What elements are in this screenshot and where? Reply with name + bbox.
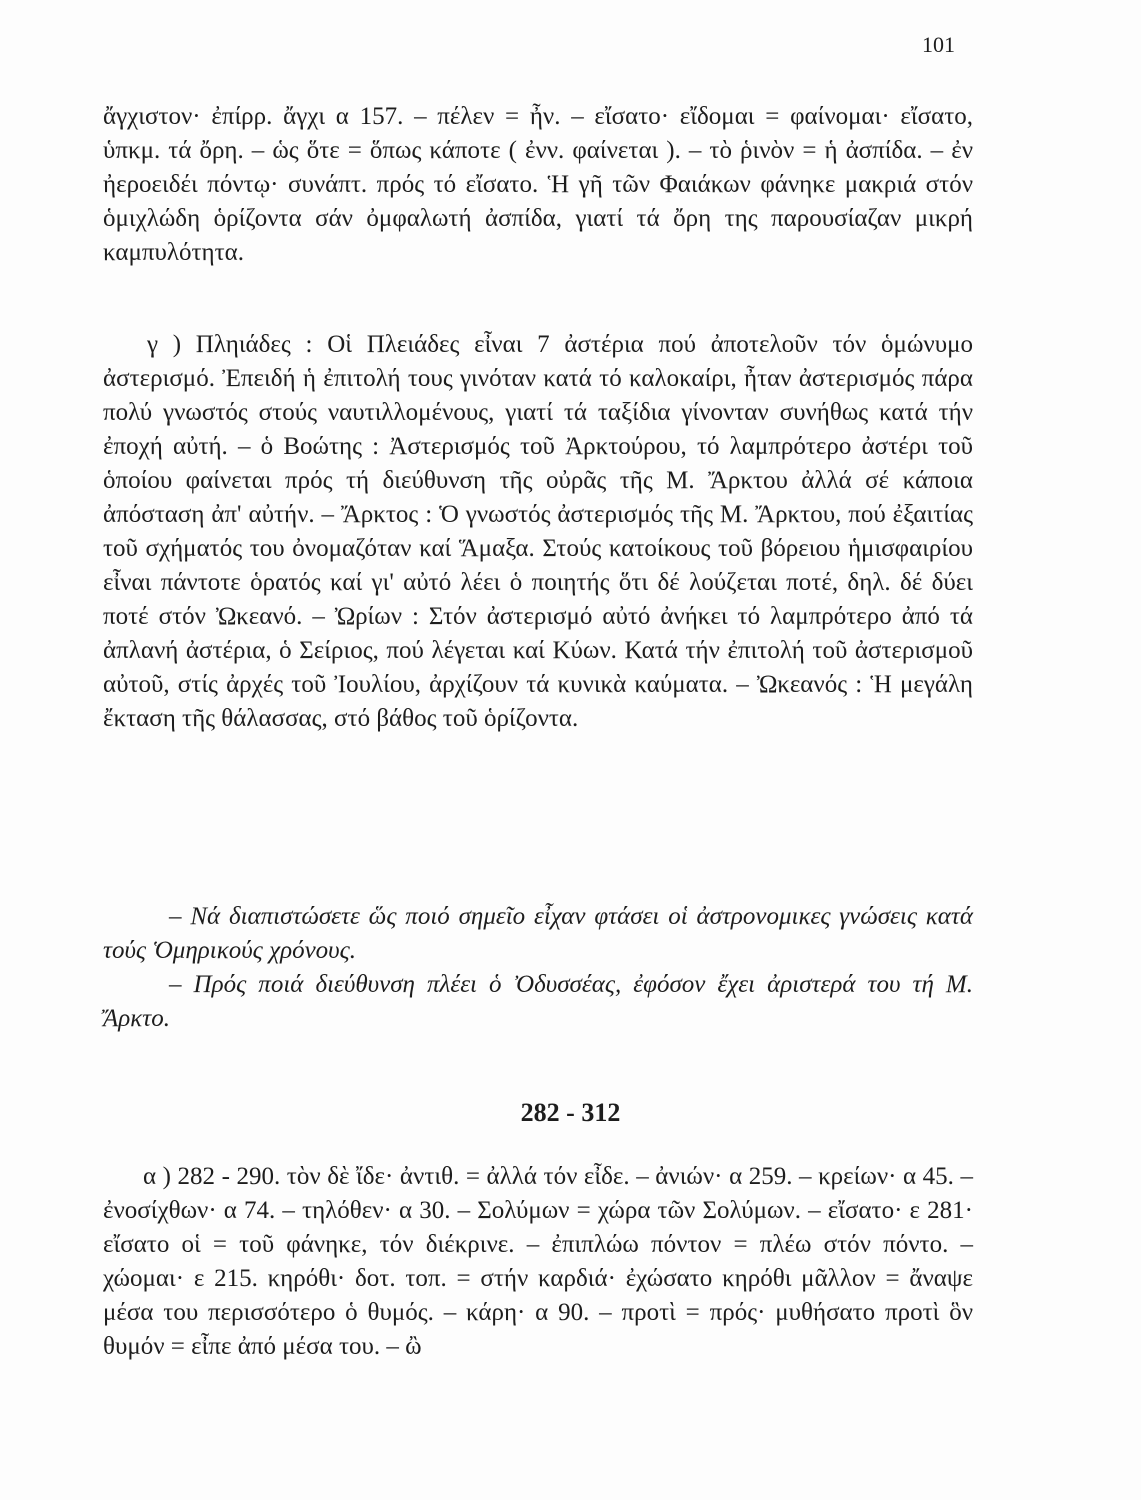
study-questions <box>103 900 973 1036</box>
page-number: 101 <box>922 32 955 57</box>
commentary-paragraph-3: α ) 282 - 290. τὸν δὲ ἴδε· ἀντιθ. = ἀλλά τόν εἶδε. – ἀνιών· α 259. – κρείων· α 45. – ἐνοσίχθων· α 74. – τηλόθεν· α 30. – Σολύμων = χώρα τῶν Σολύμων. – εἴσατο· ε 281· εἴσατο οἱ = τοῦ φάνηκε, τόν διέκρινε. – ἐπιπλώω πόντον = πλέω στόν πόντο. – χώομαι· ε 215. κηρόθι· δοτ. τοπ. = στήν καρδιά· ἐχώσατο κηρόθι μᾶλλον = ἄναψε μέσα του περισσότερο ὁ θυμός. – κάρη· α 90. – προτὶ = πρός· μυθήσατο προτὶ ὃν θυμόν = εἶπε ἀπό μέσα του. – ὢ <box>103 1163 973 1360</box>
section-heading: 282 - 312 <box>520 1098 621 1127</box>
commentary-paragraph-2: γ ) Πληιάδες : Οἱ Πλειάδες εἶναι 7 ἀστέρια πού ἀποτελοῦν τόν ὁμώνυμο ἀστερισμό. Ἐπειδή ἡ ἐπιτολή τους γινόταν κατά τό καλοκαίρι, ἦταν ἀστερισμός πάρα πολύ γνωστός στούς ναυτιλλομένους, γιατί τά ταξίδια γίνονταν συνήθως κατά τήν ἐποχή αὐτή. – ὁ Βοώτης : Ἀστερισμός τοῦ Ἀρκτούρου, τό λαμπρότερο ἀστέρι τοῦ ὁποίου φαίνεται πρός τή διεύθυνση τῆς οὐρᾶς τῆς Μ. Ἄρκτου ἀλλά σέ κάποια ἀπόσταση ἀπ' αὐτήν. – Ἄρκτος : Ὁ γνωστός ἀστερισμός τῆς Μ. Ἄρκτου, πού ἐξαιτίας τοῦ σχήματός του ὀνομαζόταν καί Ἅμαξα. Στούς κατοίκους τοῦ βόρειου ἡμισφαιρίου εἶναι πάντοτε ὁρατός καί γι' αὐτό λέει ὁ ποιητής ὅτι δέ λούζεται ποτέ, δηλ. δέ δύει ποτέ στόν Ὠκεανό. – Ὠρίων : Στόν ἀστερισμό αὐτό ἀνήκει τό λαμπρότερο ἀπό τά ἀπλανή ἀστέρια, ὁ Σείριος, πού λέγεται καί Κύων. Κατά τήν ἐπιτολή τοῦ ἀστερισμοῦ αὐτοῦ, στίς ἀρχές τοῦ Ἰουλίου, ἀρχίζουν τά κυνικὰ καύματα. – Ὠκεανός : Ἡ μεγάλη ἔκταση τῆς θάλασσας, στό βάθος τοῦ ὁρίζοντα. <box>103 331 973 732</box>
question-2: – Πρός ποιά διεύθυνση πλέει ὁ Ὀδυσσέας, ἐφόσον ἔχει ἀριστερά του τή Μ. Ἄρκτο. <box>103 971 973 1032</box>
commentary-paragraph-1: ἄγχιστον· ἐπίρρ. ἄγχι α 157. – πέλεν = ἦν. – εἴσατο· εἴδομαι = φαίνομαι· εἴσατο, ὑπκμ. τά ὄρη. – ὡς ὅτε = ὅπως κάποτε ( ἐνν. φαίνεται ). – τὸ ῥινὸν = ἡ ἀσπίδα. – ἐν ἠεροειδέι πόντῳ· συνάπτ. πρός τό εἴσατο. Ἡ γῆ τῶν Φαιάκων φάνηκε μακριά στόν ὁμιχλώδη ὁρίζοντα σάν ὀμφαλωτή ἀσπίδα, γιατί τά ὄρη της παρουσίαζαν μικρή καμπυλότητα. <box>103 103 973 266</box>
question-1: – Νά διαπιστώσετε ὥς ποιό σημεῖο εἶχαν φτάσει οἱ ἀστρονομικες γνώσεις κατά τούς Ὁμηρικούς χρόνους. <box>103 903 973 964</box>
